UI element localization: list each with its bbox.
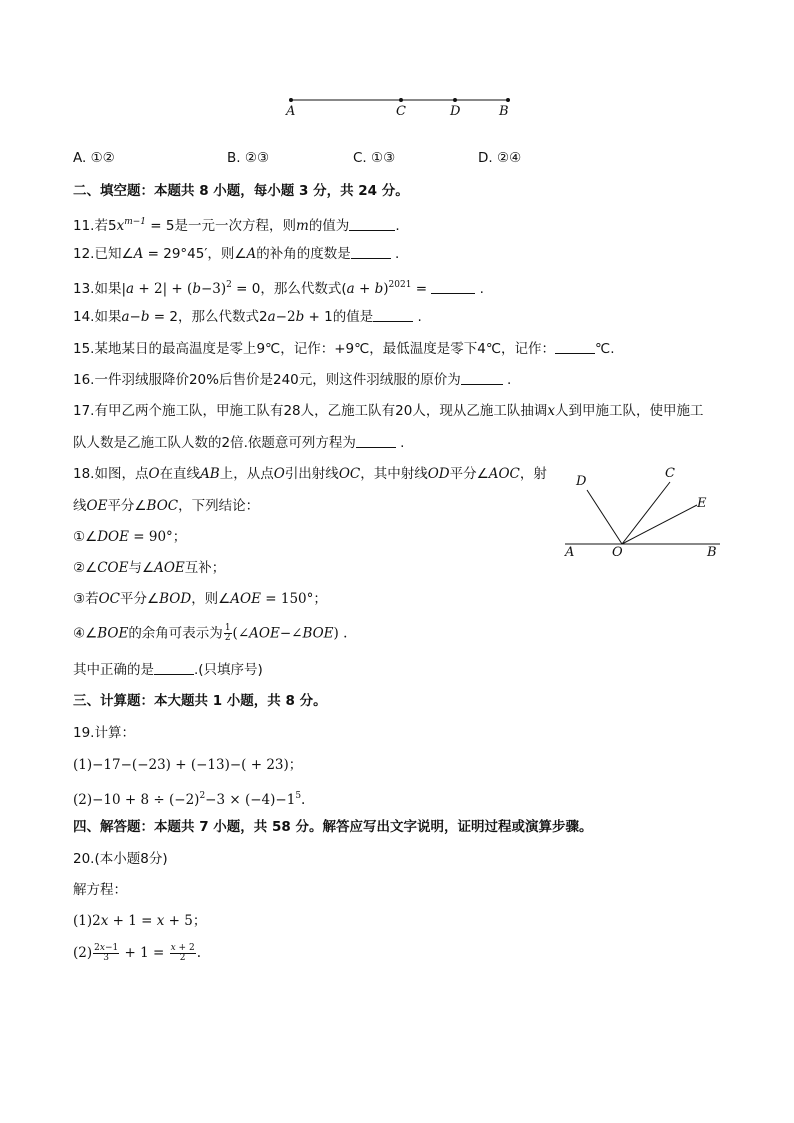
q20-frac1-den: 3 — [103, 953, 110, 963]
q18-t8: 线 — [73, 498, 87, 514]
q18-answer-line — [73, 661, 263, 679]
q11-var-x: x — [116, 218, 125, 234]
q18-c2a: ②∠ — [73, 560, 98, 576]
q13-var-a2: a — [346, 281, 355, 297]
q20-p1-x: x — [100, 913, 109, 929]
q11-text-b: = 5是一元一次方程，则 — [146, 218, 296, 234]
q20-f2-x: x — [170, 943, 176, 953]
q13-close: ) — [383, 281, 389, 297]
fig-label-o: O — [612, 545, 623, 560]
ray-oc — [622, 482, 670, 544]
point-c — [399, 98, 403, 102]
q11-exponent: m−1 — [124, 217, 147, 227]
q13-plus: + — [354, 281, 375, 297]
q13-square: 2 — [226, 280, 232, 290]
point-b — [506, 98, 510, 102]
q18-c4d: (∠ — [232, 625, 250, 642]
q14-var-a: a — [121, 309, 130, 325]
q18-oc: OC — [338, 466, 361, 482]
fig-label-c: C — [665, 466, 675, 481]
q19-p2b: −3 × (−4)−1 — [205, 792, 296, 808]
q17-text-a: 17.有甲乙两个施工队，甲施工队有28人，乙施工队有20人，现从乙施工队抽调 — [73, 403, 548, 419]
q18-o2: O — [273, 466, 285, 482]
q18-c3a: ③若 — [73, 591, 99, 607]
q18-c3e: ，则∠ — [191, 591, 231, 607]
q17-text-c: 队人数是乙施工队人数的2倍.依题意可列方程为 — [73, 435, 356, 451]
question-20-part-2 — [73, 944, 201, 963]
q18-conclusion-4 — [73, 624, 347, 643]
q13-text-c: −3) — [200, 281, 227, 297]
q18-c2e: 互补； — [184, 560, 226, 576]
q19-p2c: . — [301, 792, 306, 808]
question-20-intro: 解方程： — [73, 882, 127, 898]
q18-fraction — [224, 624, 232, 643]
point-a — [289, 98, 293, 102]
question-19-part-1: (1)−17−(−23) + (−13)−( + 23)； — [73, 757, 303, 773]
question-11 — [73, 213, 400, 235]
q14-var-b2: b — [295, 309, 305, 325]
q20-p1b: + 1 = — [108, 913, 157, 929]
q18-c3g: = 150°； — [260, 591, 327, 607]
section-fill-in-heading: 二、填空题：本题共 8 小题，每小题 3 分，共 24 分。 — [73, 183, 409, 199]
q13-var-a: a — [126, 281, 135, 297]
q18-boc: BOC — [146, 498, 179, 514]
q18-c4c: 的余角可表示为 — [128, 625, 223, 642]
q18-c4h: ) . — [333, 625, 348, 642]
q20-p1a: (1)2 — [73, 913, 101, 929]
fig-label-d: D — [576, 474, 587, 489]
option-d: D. ②④ — [478, 150, 522, 166]
question-18-line-2 — [73, 497, 259, 515]
question-14 — [73, 308, 422, 326]
q11-answer-blank[interactable] — [349, 218, 395, 231]
section-calc-heading: 三、计算题：本大题共 1 小题，共 8 分。 — [73, 693, 327, 709]
q12-text-b: = 29°45′，则∠ — [143, 246, 247, 262]
q14-answer-blank[interactable] — [373, 309, 413, 322]
q18-conclusion-2 — [73, 559, 225, 577]
q14-text-d: −2 — [275, 309, 296, 325]
q18-conclusion-1 — [73, 528, 186, 546]
q18-t9: 平分∠ — [107, 498, 147, 514]
q16-answer-blank[interactable] — [461, 372, 503, 385]
q16-end: . — [502, 372, 512, 388]
option-a: A. ①② — [73, 150, 115, 166]
q17-text-b: 人到甲施工队，使甲施工 — [554, 403, 704, 419]
q14-var-b: b — [140, 309, 150, 325]
q20-p2c: . — [196, 945, 201, 961]
q12-end: . — [390, 246, 400, 262]
q18-t4: 引出射线 — [284, 466, 339, 482]
question-17-line-2 — [73, 434, 404, 452]
q12-text-a: 已知∠ — [94, 246, 134, 262]
q18-answer-b: .(只填序号) — [194, 662, 263, 678]
q19-p2a: (2)−10 + 8 ÷ (−2) — [73, 792, 200, 808]
q18-t6: 平分∠ — [449, 466, 489, 482]
q18-c3d: BOD — [159, 591, 192, 607]
q13-end: . — [475, 281, 484, 297]
q12-text-c: 的补角的度数是 — [256, 246, 351, 262]
q18-t5: ，其中射线 — [360, 466, 428, 482]
label-d: D — [450, 104, 461, 119]
q18-t7: ，射 — [519, 466, 547, 482]
label-c: C — [396, 104, 406, 119]
section-solve-heading: 四、解答题：本题共 7 小题，共 58 分。解答应写出文字说明，证明过程或演算步骤。 — [73, 819, 593, 835]
question-17-line-1 — [73, 402, 703, 420]
q20-f1-x: x — [99, 943, 105, 953]
option-b: B. ②③ — [227, 150, 270, 166]
q18-c4e: AOE — [249, 625, 280, 642]
q18-ab: AB — [200, 466, 220, 482]
ray-oe — [622, 505, 697, 544]
q13-var-b: b — [192, 281, 201, 297]
q20-frac2-den: 2 — [179, 953, 186, 963]
q20-f1-a: 2 — [94, 943, 100, 953]
q18-frac-den: 2 — [224, 633, 231, 643]
q20-fraction-2 — [170, 944, 196, 963]
fig-label-a: A — [565, 545, 575, 560]
q20-fraction-1 — [93, 944, 119, 963]
q13-text-d: = 0，那么代数式( — [231, 281, 347, 297]
q18-frac-num: 1 — [224, 623, 231, 633]
q11-text-c: 的值为 — [308, 218, 350, 234]
q18-aoc: AOC — [488, 466, 520, 482]
question-19-part-2 — [73, 787, 305, 809]
q11-end: . — [395, 218, 400, 234]
q18-oe: OE — [86, 498, 108, 514]
q13-exponent: 2021 — [388, 280, 412, 290]
q18-answer-blank[interactable] — [154, 662, 194, 675]
q17-var-x: x — [547, 403, 555, 419]
q18-c3c: 平分∠ — [120, 591, 160, 607]
question-12 — [73, 245, 399, 263]
q13-num: 13. — [73, 281, 95, 297]
fig-label-e: E — [697, 496, 707, 511]
q13-answer-blank[interactable] — [431, 281, 475, 294]
q18-c3b: OC — [98, 591, 121, 607]
question-20-part-1 — [73, 912, 206, 930]
q18-t1: 18.如图，点 — [73, 466, 149, 482]
q18-c1c: = 90°； — [128, 529, 187, 545]
question-19-title: 19.计算： — [73, 725, 135, 741]
q18-c2b: COE — [97, 560, 129, 576]
question-16 — [73, 371, 511, 389]
q20-p1-x2: x — [156, 913, 165, 929]
label-a: A — [286, 104, 296, 119]
q11-num: 11. — [73, 218, 95, 234]
q15-text: 15.某地某日的最高温度是零上9℃，记作：+9℃，最低温度是零下4℃，记作： — [73, 341, 556, 357]
q12-num: 12. — [73, 246, 95, 262]
q14-var-a2: a — [267, 309, 276, 325]
q19-p2-square: 2 — [199, 791, 206, 801]
question-15 — [73, 340, 614, 358]
question-13 — [73, 276, 484, 298]
q17-end: . — [395, 435, 405, 451]
q18-c2d: AOE — [154, 560, 185, 576]
q18-c4b: BOE — [97, 625, 129, 642]
q18-t2: 在直线 — [159, 466, 201, 482]
q12-answer-blank[interactable] — [351, 246, 391, 259]
q14-minus: − — [129, 309, 141, 325]
q15-answer-blank[interactable] — [555, 341, 595, 354]
question-20-title: 20.(本小题8分) — [73, 851, 168, 867]
q18-t3: 上，从点 — [219, 466, 274, 482]
q18-o: O — [148, 466, 160, 482]
q20-p1c: + 5； — [164, 913, 207, 929]
label-b: B — [499, 104, 509, 119]
q18-answer-a: 其中正确的是 — [73, 662, 154, 678]
q14-text-c: = 2，那么代数式2 — [149, 309, 268, 325]
q11-text: 若5 — [94, 218, 117, 234]
q15-end: ℃. — [595, 341, 615, 357]
question-18-line-1 — [73, 465, 547, 483]
fig-label-b: B — [707, 545, 717, 560]
q13-var-b2: b — [374, 281, 384, 297]
point-d — [453, 98, 457, 102]
q18-c4a: ④∠ — [73, 625, 98, 642]
q18-c4g: BOE — [302, 625, 334, 642]
q18-c4f: −∠ — [279, 625, 303, 642]
q14-end: . — [413, 309, 422, 325]
q14-text-a: 如果 — [94, 309, 122, 325]
q14-num: 14. — [73, 309, 95, 325]
q18-c1a: ①∠ — [73, 529, 98, 545]
q20-p2b: + 1 = — [120, 945, 169, 961]
q19-p2-exponent: 5 — [295, 791, 302, 801]
q18-conclusion-3 — [73, 590, 327, 608]
q20-f2-b: + 2 — [175, 943, 195, 953]
q11-var-m: m — [296, 218, 309, 234]
q16-text: 16.一件羽绒服降价20%后售价是240元，则这件羽绒服的原价为 — [73, 372, 461, 388]
q20-p2a: (2) — [73, 945, 93, 961]
q18-od: OD — [427, 466, 450, 482]
q18-c1b: DOE — [97, 529, 129, 545]
ray-od — [587, 490, 622, 544]
q20-f1-b: −1 — [104, 943, 119, 953]
q13-text-a: 如果| — [94, 281, 127, 297]
q17-answer-blank[interactable] — [356, 435, 396, 448]
q12-var-a: A — [133, 246, 144, 262]
q13-text-b: + 2| + ( — [134, 281, 193, 297]
q12-var-a2: A — [246, 246, 257, 262]
q18-t10: ，下列结论： — [178, 498, 260, 514]
option-c: C. ①③ — [353, 150, 396, 166]
q18-c2c: 与∠ — [128, 560, 155, 576]
q13-eq: = — [411, 281, 432, 297]
q14-text-e: + 1的值是 — [304, 309, 374, 325]
q18-c3f: AOE — [230, 591, 261, 607]
